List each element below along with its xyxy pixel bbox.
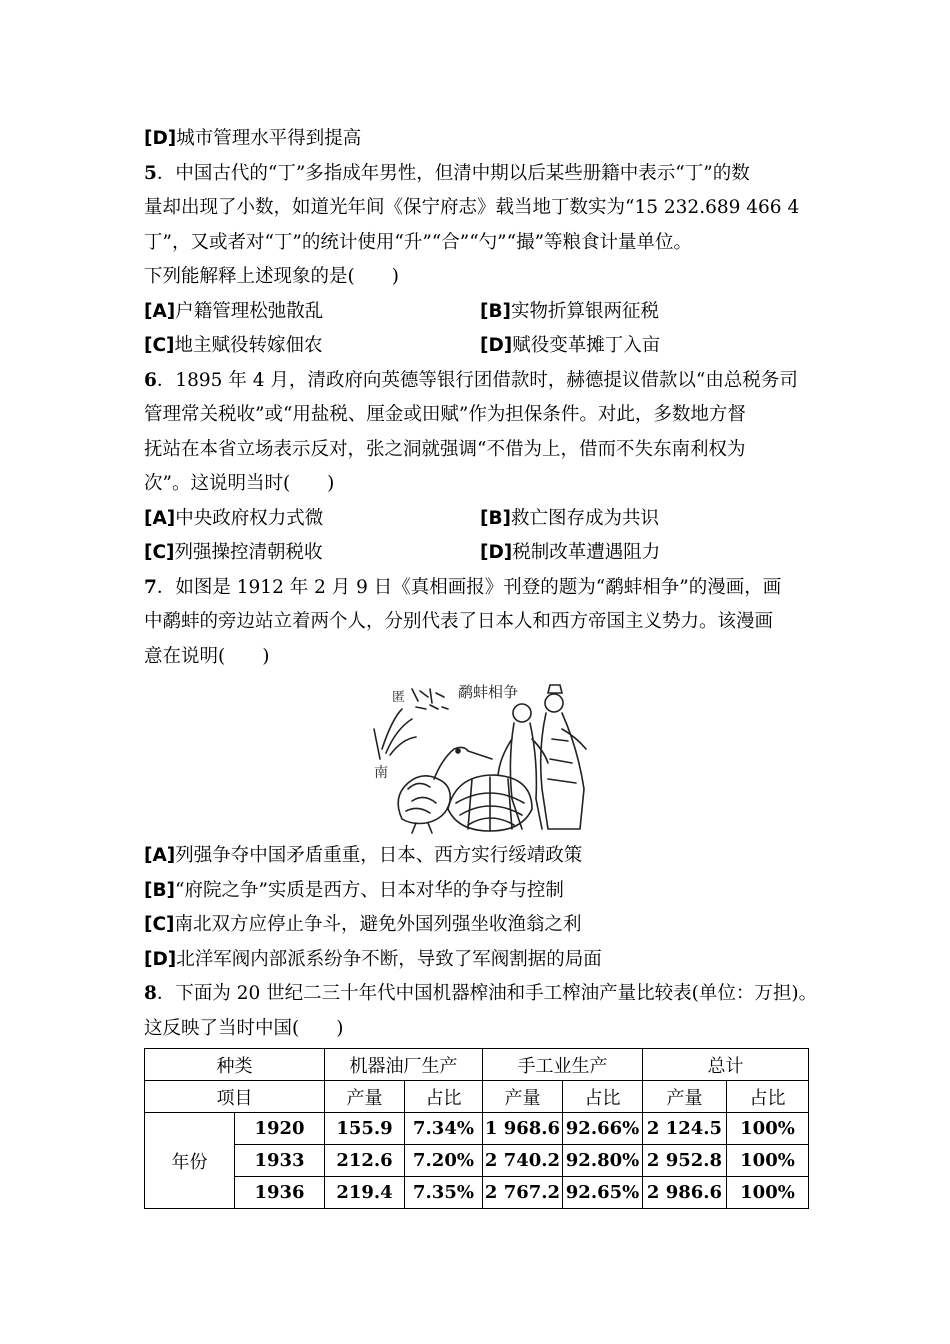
q5-line-4: 下列能解释上述现象的是( )	[144, 266, 399, 287]
header-total: 总计	[643, 1049, 809, 1081]
q5-option-b[interactable]: [B]实物折算银两征税	[480, 300, 660, 322]
snipe-bird-shape	[398, 776, 450, 824]
year-cell: 1933	[235, 1145, 325, 1177]
q6-line-2: 管理常关税收”或“用盐税、厘金或田赋”作为担保条件。对此，多数地方督	[144, 404, 746, 425]
question-6	[144, 364, 820, 571]
q4-option-d	[144, 122, 820, 157]
q5-options-row-1	[144, 295, 820, 330]
table-row: 年份 1920 155.9 7.34% 1 968.6 92.66% 2 124.5 100%	[145, 1113, 809, 1145]
q7-line-3: 意在说明( )	[144, 645, 270, 667]
table-header-row-1	[145, 1049, 809, 1081]
table-header-row-2	[145, 1081, 809, 1113]
q6-options-row-2	[144, 536, 820, 571]
question-number: 6	[144, 369, 157, 391]
header-share: 占比	[563, 1081, 643, 1113]
figure-head-1	[513, 704, 531, 722]
q7-line-1: 7．如图是 1912 年 2 月 9 日《真相画报》刊登的题为“鹬蚌相争”的漫画，画	[144, 576, 782, 598]
header-share: 占比	[727, 1081, 809, 1113]
q6-option-a[interactable]: [A]中央政府权力式微	[144, 507, 324, 529]
question-number: 7	[144, 576, 157, 598]
q6-line-3: 抚站在本省立场表示反对，张之洞就强调“不借为上，借而不失东南利权为	[144, 438, 746, 460]
cartoon-side-label: 南	[374, 765, 388, 781]
year-cell: 1920	[235, 1113, 325, 1145]
q5-line-2: 量却出现了小数，如道光年间《保宁府志》载当地丁数实为“15 232.689 466 4	[144, 197, 800, 218]
question-number: 5	[144, 162, 157, 184]
caption-scribble	[412, 689, 444, 703]
header-hand: 手工业生产	[483, 1049, 643, 1081]
q7-option-a[interactable]: [A]列强争夺中国矛盾重重，日本、西方实行绥靖政策	[144, 845, 583, 866]
header-output: 产量	[325, 1081, 405, 1113]
question-8	[144, 977, 820, 1209]
table-row: 1933 212.6 7.20% 2 740.2 92.80% 2 952.8 100%	[145, 1145, 809, 1177]
header-kind: 种类	[145, 1049, 325, 1081]
header-share: 占比	[405, 1081, 483, 1113]
header-output: 产量	[483, 1081, 563, 1113]
q6-line-1: 6．1895 年 4 月，清政府向英德等银行团借款时，赫德提议借款以“由总税务司	[144, 369, 798, 391]
q7-option-b[interactable]: [B]“府院之争”实质是西方、日本对华的争夺与控制	[144, 879, 564, 901]
cartoon-caption: 鹬蚌相争	[458, 683, 519, 701]
header-item: 项目	[145, 1081, 325, 1113]
q5-option-d[interactable]: [D]赋役变革摊丁入亩	[480, 335, 661, 356]
option-tag: [D]	[144, 128, 177, 149]
q5-option-c[interactable]: [C]地主赋役转嫁佃农	[144, 335, 323, 356]
q6-option-b[interactable]: [B]救亡图存成为共识	[480, 507, 660, 529]
q6-options-row-1	[144, 502, 820, 537]
q5-options-row-2	[144, 329, 820, 364]
header-machine: 机器油厂生产	[325, 1049, 483, 1081]
q6-line-4: 次”。这说明当时( )	[144, 473, 335, 494]
q8-line-1: 8．下面为 20 世纪二三十年代中国机器榨油和手工榨油产量比较表(单位：万担)。	[144, 983, 818, 1004]
year-cell: 1936	[235, 1177, 325, 1209]
question-5	[144, 157, 820, 364]
question-number: 8	[144, 983, 157, 1004]
cartoon-illustration	[372, 679, 592, 835]
q6-option-c[interactable]: [C]列强操控清朝税收	[144, 542, 323, 563]
table-row: 1936 219.4 7.35% 2 767.2 92.65% 2 986.6 100%	[145, 1177, 809, 1209]
q7-line-2: 中鹬蚌的旁边站立着两个人，分别代表了日本人和西方帝国主义势力。该漫画	[144, 611, 774, 632]
q7-option-d[interactable]: [D]北洋军阀内部派系纷争不断，导致了军阀割据的局面	[144, 948, 602, 970]
exam-page	[144, 122, 820, 1209]
q5-option-a[interactable]: [A]户籍管理松弛散乱	[144, 300, 324, 322]
q5-line-1: 5．中国古代的“丁”多指成年男性，但清中期以后某些册籍中表示“丁”的数	[144, 162, 750, 184]
option-text: 城市管理水平得到提高	[176, 128, 362, 149]
oil-production-table	[144, 1048, 809, 1209]
header-output: 产量	[643, 1081, 727, 1113]
q7-option-c[interactable]: [C]南北双方应停止争斗，避免外国列强坐收渔翁之利	[144, 914, 582, 935]
q6-option-d[interactable]: [D]税制改革遭遇阻力	[480, 542, 661, 563]
cartoon-figure	[144, 679, 820, 835]
row-label-year: 年份	[145, 1113, 235, 1209]
question-7	[144, 571, 820, 978]
q5-line-3: 丁”，又或者对“丁”的统计使用“升”“合”“勺”“撮”等粮食计量单位。	[144, 231, 693, 253]
svg-text:匿: 匿	[392, 690, 406, 705]
snipe-beak	[434, 747, 492, 779]
q8-line-2: 这反映了当时中国( )	[144, 1017, 344, 1039]
figure-head-2	[545, 694, 563, 712]
